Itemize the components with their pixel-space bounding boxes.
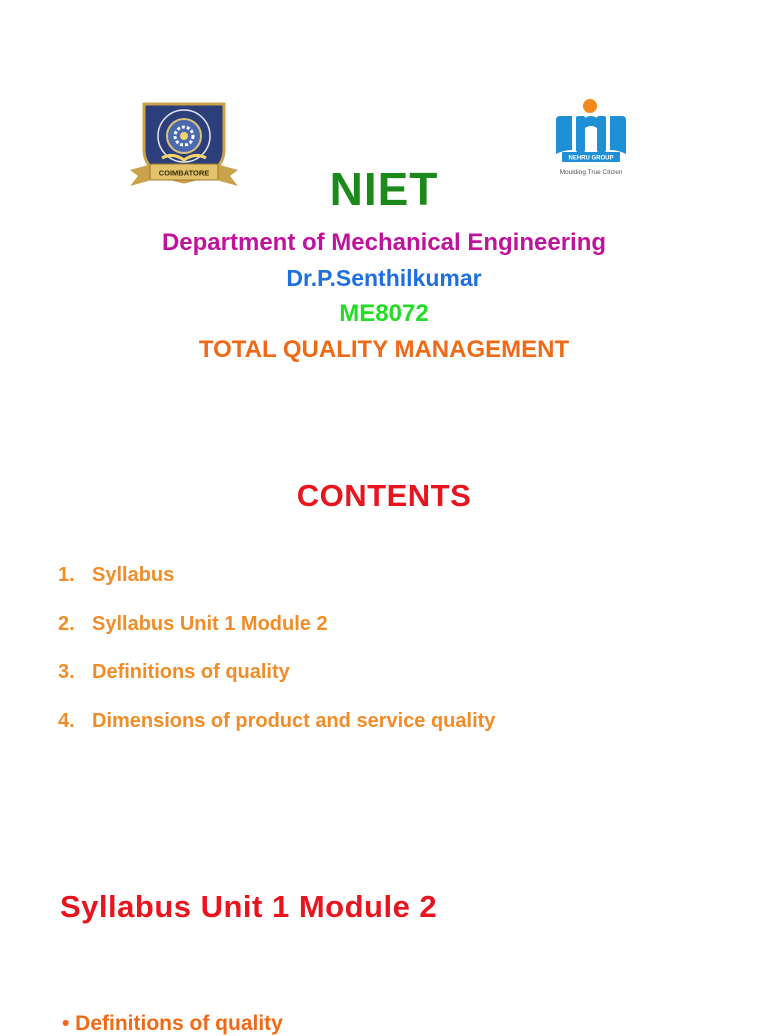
- contents-item-number: 2.: [58, 612, 75, 635]
- contents-item-number: 1.: [58, 564, 75, 586]
- course-name: TOTAL QUALITY MANAGEMENT: [198, 336, 570, 363]
- contents-list-item[interactable]: [58, 661, 495, 710]
- contents-item-label: Definitions of quality: [92, 661, 290, 683]
- contents-item-number: 4.: [58, 709, 75, 732]
- contents-list-item[interactable]: [58, 710, 495, 759]
- section-bullet: • Definitions of quality: [62, 1012, 283, 1035]
- department-name: Department of Mechanical Engineering: [161, 229, 607, 256]
- contents-list: [58, 564, 495, 758]
- section-heading: Syllabus Unit 1 Module 2: [60, 889, 438, 924]
- contents-list-item[interactable]: [58, 564, 495, 613]
- group-tagline-text: Moulding True Citizen: [559, 169, 623, 176]
- course-code: ME8072: [339, 300, 429, 327]
- group-brand-text: NEHRU GROUP: [568, 155, 614, 162]
- contents-item-label: Syllabus: [92, 564, 175, 586]
- contents-item-label: Syllabus Unit 1 Module 2: [92, 612, 328, 635]
- contents-heading: CONTENTS: [296, 478, 472, 513]
- contents-item-label: Dimensions of product and service quality: [92, 709, 496, 732]
- emblem-banner-text: COIMBATORE: [158, 168, 210, 178]
- contents-item-number: 3.: [58, 661, 75, 683]
- contents-list-item[interactable]: [58, 613, 495, 662]
- author-name: Dr.P.Senthilkumar: [286, 265, 482, 291]
- institute-title: NIET: [329, 163, 439, 215]
